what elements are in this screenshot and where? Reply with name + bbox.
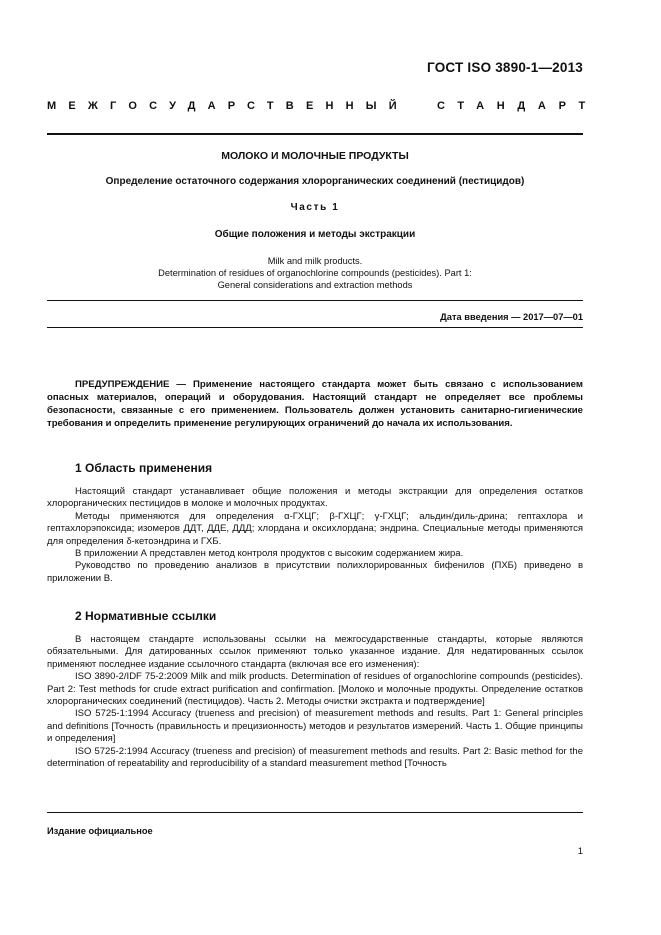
paragraph: ISO 5725-2:1994 Accuracy (trueness and precision) of measurement methods and results. Part 2: Basic method for the determination of repeatability and reproducibility of a standard measurement method [Точность	[47, 745, 583, 770]
section-2-heading: 2 Нормативные ссылки	[75, 609, 217, 623]
warning-text: ПРЕДУПРЕЖДЕНИЕ — Применение настоящего стандарта может быть связано с использованием опасных материалов, операций и оборудования. Настоящий стандарт не определяет все проблемы безопасности, связанные с его применением. Пользователь должен установить санитарно-гигиенические требования и определить применение регулирующих ограничений до начала их использования.	[47, 379, 583, 429]
paragraph: Руководство по проведению анализов в присутствии полихлорированных бифенилов (ПХБ) приведено в приложении В.	[47, 560, 583, 584]
page-number: 1	[577, 846, 583, 857]
section-1-body	[47, 486, 583, 585]
paragraph: Методы применяются для определения α-ГХЦГ; β-ГХЦГ; γ-ГХЦГ; альдин/диль-дрина; гептахлора и гептахлорэпоксида; изомеров ДДТ, ДДЕ, ДДД; хлордана и оксихлордана; эндрина. Специальные методы применяются для определения δ-кетоэндрина и ГХБ.	[47, 510, 583, 547]
section-2-body	[47, 634, 583, 770]
edition-label: Издание официальное	[47, 826, 153, 836]
warning-block	[47, 378, 583, 430]
introduction-date: Дата введения — 2017—07—01	[440, 312, 583, 322]
document-title: МОЛОКО И МОЛОЧНЫЕ ПРОДУКТЫ	[221, 150, 409, 162]
standard-type	[47, 100, 598, 112]
standard-type-word1: МЕЖГОСУДАРСТВЕННЫЙ	[47, 100, 409, 112]
title-divider	[47, 300, 583, 301]
standard-type-word2: СТАНДАРТ	[437, 100, 598, 112]
english-title-line3: General considerations and extraction methods	[217, 280, 413, 290]
paragraph: ISO 5725-1:1994 Accuracy (trueness and precision) of measurement methods and results. Part 1: General principles and definitions [Точность (правильность и прецизионность) методов и результатов измерений. Часть 1. Общие принципы и определения]	[47, 708, 583, 745]
header-divider	[47, 133, 583, 135]
part-title: Общие положения и методы экстракции	[214, 229, 416, 240]
paragraph: В приложении А представлен метод контроля продуктов с высоким содержанием жира.	[75, 548, 464, 560]
english-title-line1: Milk and milk products.	[267, 256, 363, 266]
paragraph: В настоящем стандарте использованы ссылки на межгосударственные стандарты, которые являются обязательными. Для датированных ссылок применяют только указанное издание. Для недатированных ссылок применяют последнее издание ссылочного стандарта (включая все его изменения):	[47, 634, 583, 670]
paragraph: Настоящий стандарт устанавливает общие положения и методы экстракции для определения остатков хлорорганических пестицидов в молоке и молочных продуктах.	[47, 486, 583, 510]
english-title-line2: Determination of residues of organochlorine compounds (pesticides). Part 1:	[158, 268, 472, 278]
document-code: ГОСТ ISO 3890-1—2013	[427, 60, 583, 75]
paragraph: ISO 3890-2/IDF 75-2:2009 Milk and milk products. Determination of residues of organochlorine compounds (pesticides). Part 2: Test methods for crude extract purification and confirmation. [Молоко и молочные продукты. Определение остатков хлорорганических соединений (пестицидов). Часть 2. Методы очистки экстракта и подтверждение]	[47, 671, 583, 708]
part-number: Часть 1	[290, 202, 340, 213]
document-subtitle: Определение остаточного содержания хлорорганических соединений (пестицидов)	[105, 176, 525, 187]
section-1-heading: 1 Область применения	[75, 461, 213, 475]
footer-divider	[47, 812, 583, 813]
date-divider	[47, 327, 583, 328]
